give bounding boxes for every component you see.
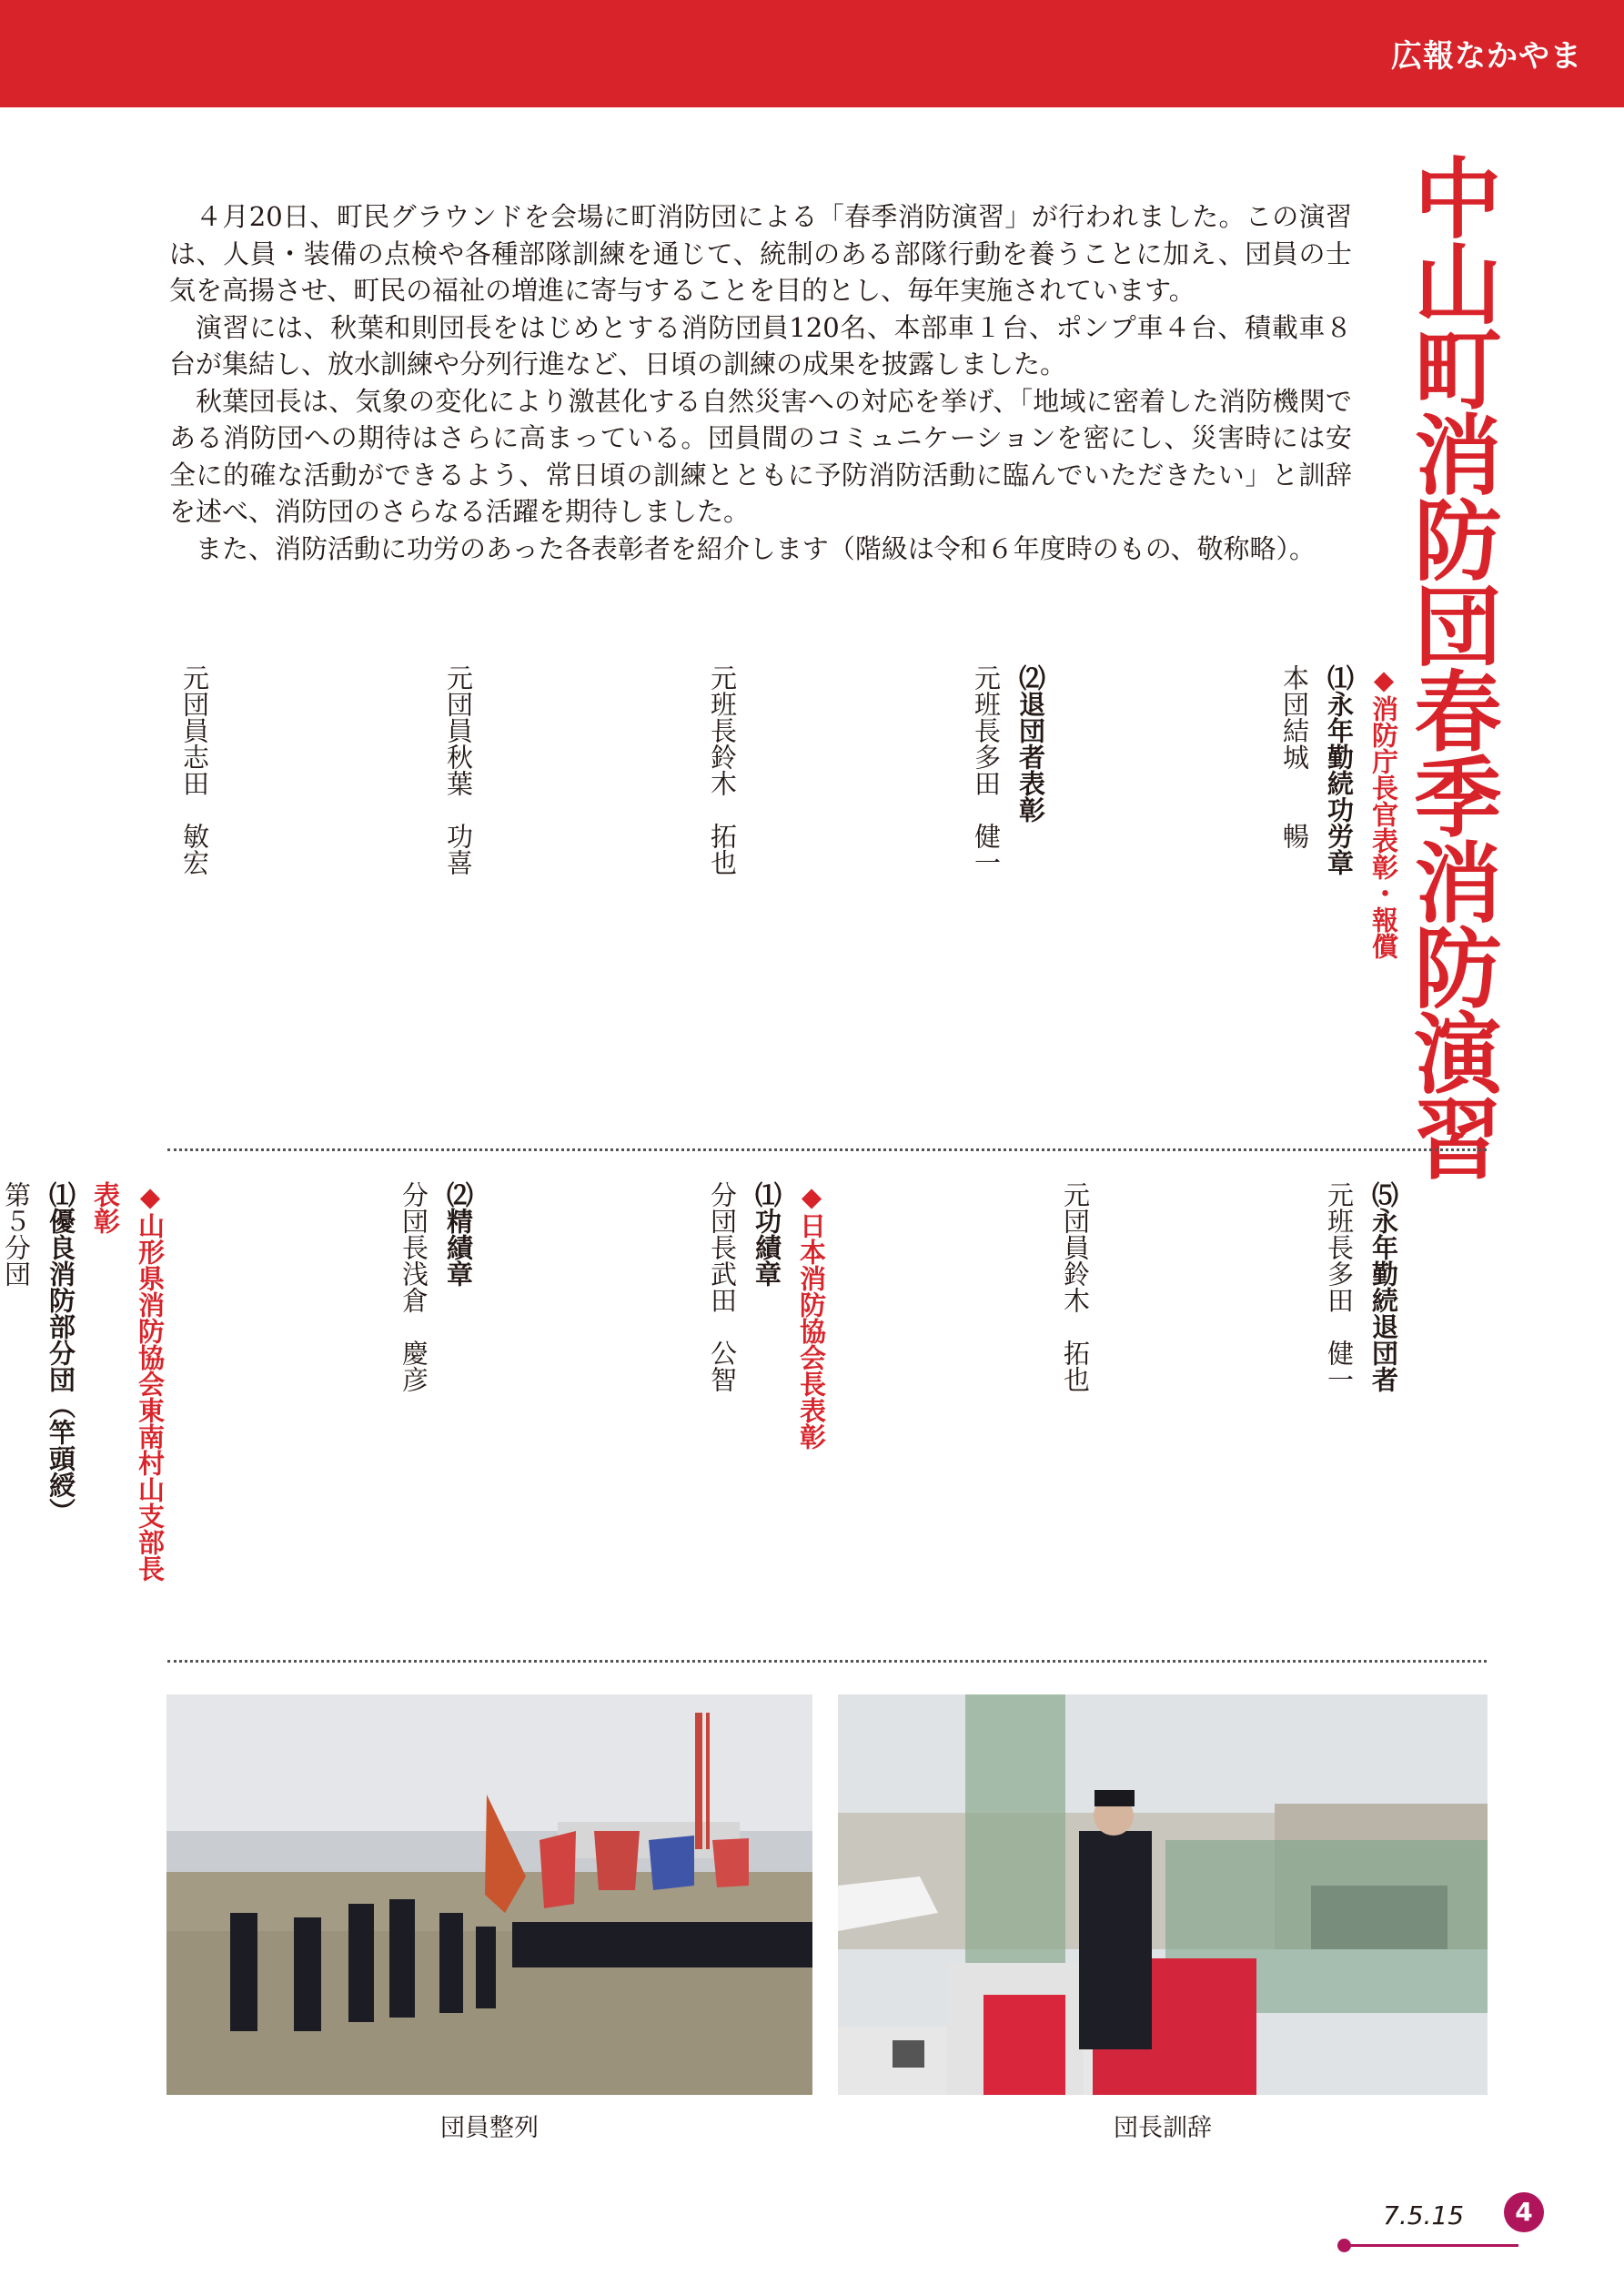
award-title: ⑴功績章 <box>751 1181 782 1287</box>
rank: 元班長 <box>1324 1181 1355 1260</box>
intro-paragraph: また、消防活動に功労のあった各表彰者を紹介します（階級は令和６年度時のもの、敬称略）。 <box>196 532 1316 564</box>
photo-lineup-image <box>166 1694 812 2095</box>
person-name: 鈴木 拓也 <box>707 743 738 875</box>
award-list-lower <box>0 1181 1406 1654</box>
rank: 元団員 <box>179 664 210 743</box>
honoree-row <box>0 664 217 1138</box>
award-title: ⑵精績章 <box>443 1181 474 1287</box>
rank: 元班長 <box>971 664 1002 743</box>
rank: 分団長 <box>398 1181 429 1260</box>
rank: 元班長 <box>707 664 738 743</box>
photo-address-image <box>838 1694 1488 2095</box>
honoree-row <box>217 664 480 1138</box>
honoree-row <box>480 1181 744 1654</box>
org-heading: ◆日本消防協会長表彰 <box>796 1181 827 1450</box>
person-name: 多田 健一 <box>971 743 1002 875</box>
photo-caption-left: 団員整列 <box>440 2114 539 2142</box>
person-name: 鈴木 拓也 <box>1060 1260 1091 1392</box>
rank: 分団長 <box>707 1181 738 1260</box>
award-title: ⑴優良消防部分団（竿頭綬） <box>45 1181 76 1524</box>
rank: 第５分団 <box>1 1181 32 1287</box>
honoree-row <box>833 1181 1097 1654</box>
photo-caption-right: 団長訓辞 <box>1114 2114 1212 2142</box>
dotted-divider <box>167 1148 1487 1151</box>
dotted-divider <box>167 1660 1487 1663</box>
person-name: 志田 敏宏 <box>179 743 210 875</box>
intro-text <box>169 198 1352 567</box>
award-title: ⑸永年勤続退団者 <box>1368 1181 1399 1392</box>
header-bar <box>0 0 1624 107</box>
intro-paragraph: 秋葉団長は、気象の変化により激甚化する自然災害への対応を挙げ、「地域に密着した消防機関である消防団への期待はさらに高まっている。団員間のコミュニケーションを密にし、災害時には安全に的確な活動ができるよう、常日頃の訓練とともに予防消防活動に臨んでいただきたい」と訓辞を述べ、消防団のさらなる活躍を期待しました。 <box>169 385 1352 527</box>
org-heading: ◆消防庁長官表彰・報償 <box>1368 664 1399 959</box>
honoree-row <box>1053 664 1316 1138</box>
person-name: 結城 暢 <box>1279 717 1310 849</box>
org-heading: 表彰 <box>90 1181 121 1234</box>
page-title: 中山町消防団春季消防演習 <box>1400 153 1502 1179</box>
rank: 元団員 <box>1060 1181 1091 1260</box>
honoree-row <box>0 1181 38 1654</box>
honoree-row <box>172 1181 436 1654</box>
award-list-upper <box>0 664 1406 1138</box>
footer-line <box>1344 2244 1518 2247</box>
person-name: 浅倉 慶彦 <box>398 1260 429 1392</box>
person-name: 秋葉 功喜 <box>443 743 474 875</box>
intro-paragraph: 演習には、秋葉和則団長をはじめとする消防団員120名、本部車１台、ポンプ車４台、積載車８台が集結し、放水訓練や分列行進など、日頃の訓練の成果を披露しました。 <box>169 311 1352 379</box>
person-name: 多田 健一 <box>1324 1260 1355 1392</box>
rank: 本団 <box>1279 664 1310 717</box>
page-number: 4 <box>1504 2192 1544 2232</box>
honoree-row <box>744 664 1008 1138</box>
intro-paragraph: ４月20日、町民グラウンドを会場に町消防団による「春季消防演習」が行われました。この演習は、人員・装備の点検や各種部隊訓練を通じて、統制のある部隊行動を養うことに加え、団員の士気を高揚させ、町民の福祉の増進に寄与することを目的とし、毎年実施されています。 <box>169 201 1352 306</box>
honoree-row <box>480 664 744 1138</box>
publication-name: 広報なかやま <box>1391 38 1582 75</box>
rank: 元団員 <box>443 664 474 743</box>
issue-date: 7.5.15 <box>1383 2200 1465 2230</box>
photo-chief-address <box>838 1694 1488 2095</box>
award-title: ⑵退団者表彰 <box>1015 664 1046 823</box>
award-title: ⑴永年勤続功労章 <box>1324 664 1355 875</box>
honoree-row <box>1097 1181 1361 1654</box>
org-heading: ◆山形県消防協会東南村山支部長 <box>135 1181 166 1582</box>
photo-members-lineup <box>166 1694 812 2095</box>
person-name: 武田 公智 <box>707 1260 738 1392</box>
